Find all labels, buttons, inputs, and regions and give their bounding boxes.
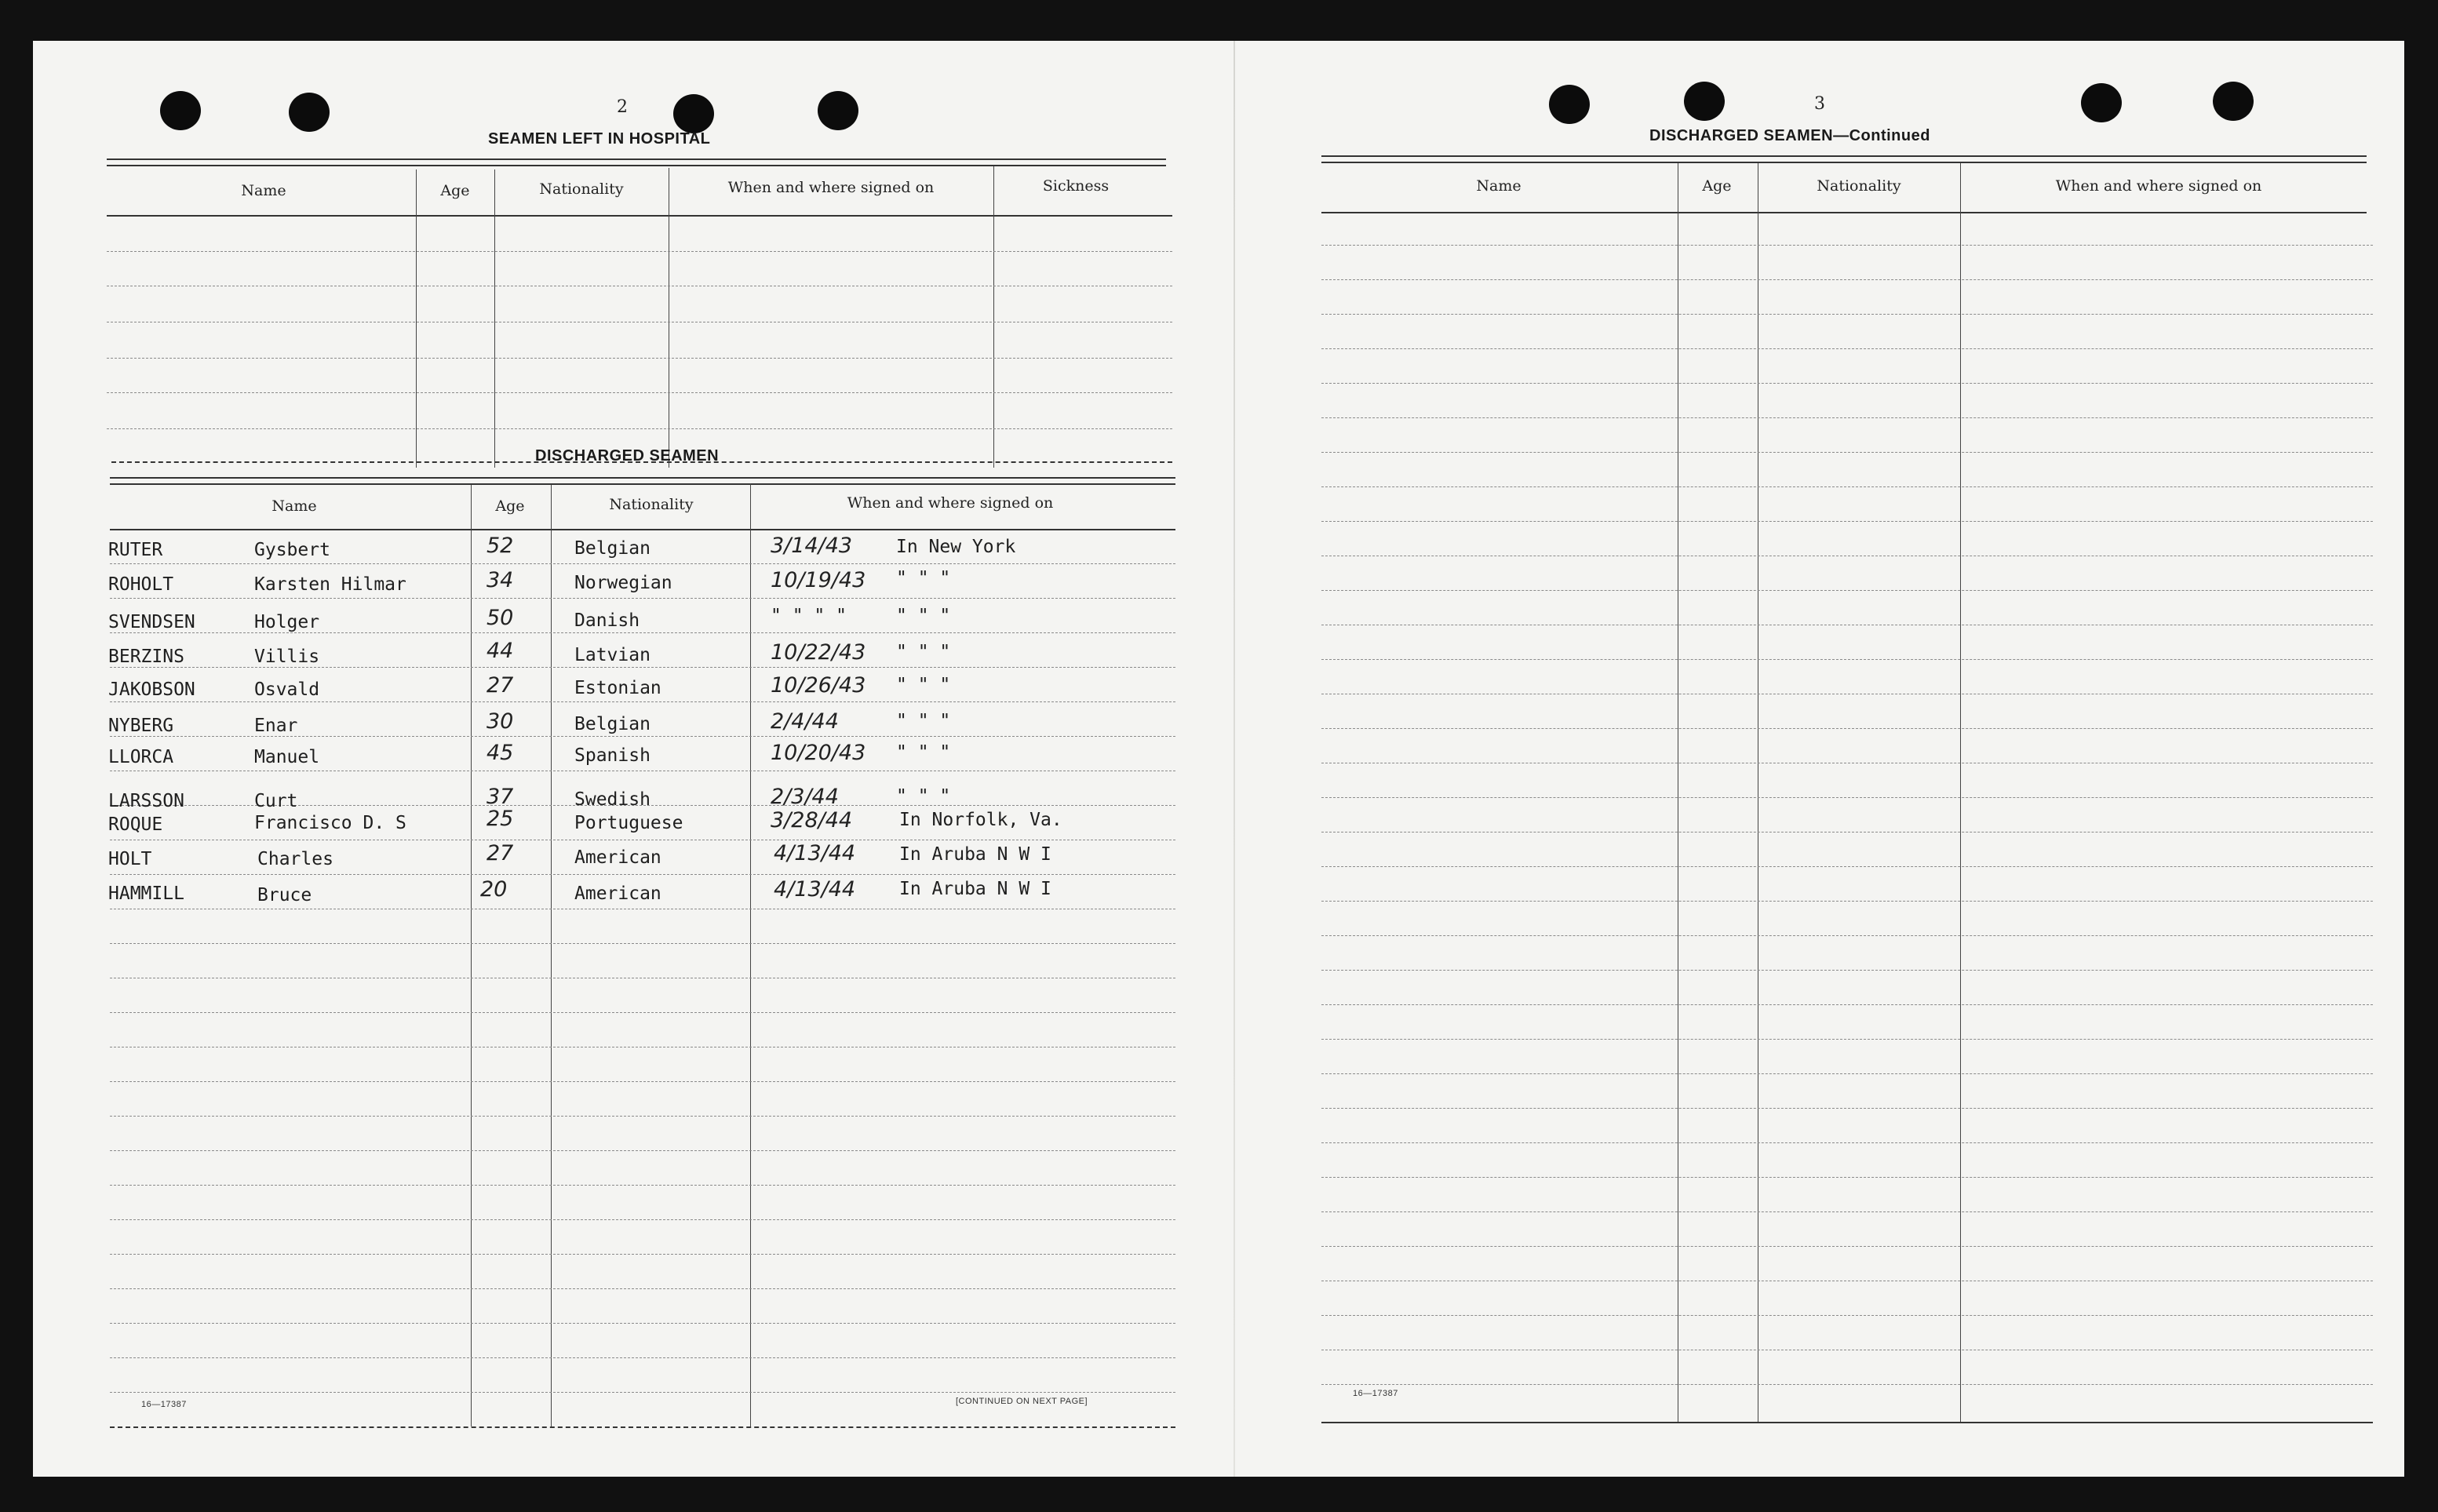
- row-line: [1321, 521, 2373, 522]
- seaman-given-name: Manuel: [254, 747, 320, 767]
- seaman-nationality: Latvian: [574, 645, 650, 665]
- right-page: [1234, 41, 2404, 1477]
- row-line: [110, 736, 1175, 737]
- page-number: 3: [1814, 94, 1825, 114]
- seaman-surname: HAMMILL: [108, 884, 184, 904]
- document-sheet: [33, 41, 2404, 1477]
- hospital-col-when-where: When and where signed on: [727, 179, 935, 196]
- seaman-nationality: Spanish: [574, 745, 650, 766]
- row-line: [1321, 970, 2373, 971]
- right-col-name: Name: [1476, 177, 1521, 195]
- row-line: [1321, 659, 2373, 660]
- row-line: [1321, 1142, 2373, 1143]
- seaman-nationality: Swedish: [574, 789, 650, 810]
- signed-on-place: " " ": [896, 786, 951, 807]
- seaman-age: 44: [487, 639, 514, 663]
- column-divider: [750, 483, 751, 1426]
- row-line: [1321, 245, 2373, 246]
- signed-on-place: In New York: [896, 537, 1016, 557]
- hospital-top-rule: [107, 158, 1166, 166]
- row-line: [1321, 486, 2373, 487]
- seaman-age: 20: [480, 877, 508, 902]
- seaman-given-name: Osvald: [254, 679, 320, 700]
- discharged-col-nationality: Nationality: [609, 496, 694, 513]
- right-col-nationality: Nationality: [1817, 177, 1901, 195]
- column-divider: [494, 169, 495, 468]
- discharged-top-rule: [110, 477, 1175, 485]
- row-line: [1321, 797, 2373, 798]
- column-divider: [416, 169, 417, 468]
- row-line: [110, 632, 1175, 633]
- row-line: [1321, 1384, 2373, 1385]
- row-line: [1321, 832, 2373, 833]
- seaman-surname: SVENDSEN: [108, 612, 195, 632]
- signed-on-date: 4/13/44: [774, 841, 856, 865]
- row-line: [1321, 1177, 2373, 1178]
- hospital-col-age: Age: [440, 182, 470, 199]
- row-line: [1321, 1246, 2373, 1247]
- row-line: [1321, 1211, 2373, 1212]
- seaman-given-name: Bruce: [257, 885, 312, 905]
- row-line: [1321, 1108, 2373, 1109]
- hospital-section-title: SEAMEN LEFT IN HOSPITAL: [488, 130, 711, 148]
- row-line: [110, 563, 1175, 564]
- seaman-age: 50: [487, 606, 514, 630]
- signed-on-place: In Aruba N W I: [899, 844, 1051, 865]
- hospital-col-sickness: Sickness: [1042, 177, 1110, 195]
- page-number: 2: [617, 97, 628, 117]
- column-divider: [1960, 163, 1961, 1423]
- signed-on-date: 10/26/43: [771, 673, 866, 698]
- seaman-given-name: Karsten Hilmar: [254, 574, 406, 595]
- row-line: [107, 358, 1172, 359]
- seaman-nationality: Norwegian: [574, 573, 672, 593]
- signed-on-date: 3/14/43: [771, 534, 853, 558]
- right-bottom-rule: [1321, 1422, 2373, 1423]
- row-line: [1321, 1073, 2373, 1074]
- signed-on-date: 10/19/43: [771, 568, 866, 592]
- row-line: [110, 1185, 1175, 1186]
- seaman-surname: ROHOLT: [108, 574, 174, 595]
- signed-on-date: 2/4/44: [771, 709, 839, 734]
- signed-on-place: In Norfolk, Va.: [899, 810, 1062, 830]
- signed-on-place: " " ": [896, 642, 951, 662]
- row-line: [110, 943, 1175, 944]
- right-col-age: Age: [1702, 177, 1732, 195]
- row-line: [1321, 866, 2373, 867]
- form-number: 16—17387: [141, 1400, 187, 1409]
- row-line: [110, 667, 1175, 668]
- row-line: [1321, 935, 2373, 936]
- seaman-age: 30: [487, 709, 514, 734]
- seaman-surname: HOLT: [108, 849, 152, 869]
- discharged-header-rule: [110, 529, 1175, 530]
- seaman-age: 34: [487, 568, 514, 592]
- row-line: [110, 1081, 1175, 1082]
- signed-on-date: 2/3/44: [771, 785, 839, 809]
- row-line: [110, 1288, 1175, 1289]
- signed-on-place: In Aruba N W I: [899, 879, 1051, 899]
- seaman-nationality: Estonian: [574, 678, 661, 698]
- signed-on-place: " " ": [896, 742, 951, 763]
- discharged-continued-title: DISCHARGED SEAMEN—Continued: [1649, 127, 1930, 144]
- seaman-surname: LARSSON: [108, 791, 184, 811]
- row-line: [110, 1012, 1175, 1013]
- signed-on-date: " " " ": [771, 606, 847, 626]
- signed-on-date: 10/20/43: [771, 741, 866, 765]
- seaman-nationality: Danish: [574, 610, 640, 631]
- signed-on-place: " " ": [896, 711, 951, 731]
- signed-on-place: " " ": [896, 675, 951, 695]
- row-line: [1321, 901, 2373, 902]
- row-line: [110, 1392, 1175, 1393]
- seaman-nationality: American: [574, 884, 661, 904]
- seaman-nationality: Portuguese: [574, 813, 683, 833]
- row-line: [110, 1357, 1175, 1358]
- row-line: [107, 428, 1172, 429]
- form-number: 16—17387: [1353, 1389, 1398, 1398]
- signed-on-place: " " ": [896, 568, 951, 588]
- row-line: [107, 251, 1172, 252]
- row-line: [1321, 314, 2373, 315]
- row-line: [110, 1150, 1175, 1151]
- row-line: [1321, 348, 2373, 349]
- seaman-age: 27: [487, 673, 514, 698]
- seaman-nationality: American: [574, 847, 661, 868]
- discharged-section-title: DISCHARGED SEAMEN: [535, 447, 720, 465]
- right-header-rule: [1321, 212, 2367, 213]
- hospital-header-rule: [107, 215, 1172, 217]
- seaman-age: 37: [487, 785, 514, 809]
- row-line: [107, 392, 1172, 393]
- discharged-col-when-where: When and where signed on: [847, 494, 1054, 512]
- signed-on-date: 3/28/44: [771, 808, 853, 833]
- signed-on-date: 4/13/44: [774, 877, 856, 902]
- hospital-col-name: Name: [241, 182, 286, 199]
- seaman-given-name: Enar: [254, 716, 298, 736]
- row-line: [110, 1116, 1175, 1117]
- row-line: [1321, 590, 2373, 591]
- signed-on-date: 10/22/43: [771, 640, 866, 665]
- right-col-when-where: When and where signed on: [2055, 177, 2262, 195]
- seaman-age: 27: [487, 841, 514, 865]
- seaman-age: 52: [487, 534, 514, 558]
- row-line: [110, 701, 1175, 702]
- continued-note: [CONTINUED ON NEXT PAGE]: [956, 1397, 1088, 1406]
- seaman-surname: NYBERG: [108, 716, 174, 736]
- seaman-nationality: Belgian: [574, 714, 650, 734]
- row-line: [1321, 452, 2373, 453]
- row-line: [1321, 279, 2373, 280]
- seaman-given-name: Charles: [257, 849, 333, 869]
- seaman-nationality: Belgian: [574, 538, 650, 559]
- row-line: [110, 874, 1175, 875]
- column-divider: [551, 485, 552, 1426]
- seaman-surname: JAKOBSON: [108, 679, 195, 700]
- seaman-given-name: Gysbert: [254, 540, 330, 560]
- seaman-given-name: Francisco D. S: [254, 813, 406, 833]
- row-line: [110, 1323, 1175, 1324]
- row-line: [1321, 728, 2373, 729]
- row-line: [1321, 383, 2373, 384]
- discharged-col-name: Name: [271, 497, 317, 515]
- row-line: [1321, 417, 2373, 418]
- signed-on-place: " " ": [896, 606, 951, 626]
- row-line: [110, 598, 1175, 599]
- discharged-bottom-rule: [110, 1426, 1175, 1428]
- seaman-surname: RUTER: [108, 540, 163, 560]
- seaman-given-name: Curt: [254, 791, 298, 811]
- seaman-surname: LLORCA: [108, 747, 174, 767]
- seaman-given-name: Holger: [254, 612, 320, 632]
- column-divider: [471, 485, 472, 1426]
- right-top-rule: [1321, 155, 2367, 163]
- discharged-col-age: Age: [495, 497, 525, 515]
- row-line: [110, 1254, 1175, 1255]
- row-line: [110, 1219, 1175, 1220]
- seaman-surname: BERZINS: [108, 647, 184, 667]
- seaman-age: 25: [487, 807, 514, 831]
- left-page: [33, 41, 1234, 1477]
- hospital-col-nationality: Nationality: [539, 180, 624, 198]
- row-line: [1321, 1039, 2373, 1040]
- seaman-surname: ROQUE: [108, 814, 163, 835]
- column-divider: [993, 166, 994, 468]
- row-line: [1321, 1004, 2373, 1005]
- seaman-age: 45: [487, 741, 514, 765]
- seaman-given-name: Villis: [254, 647, 320, 667]
- row-line: [1321, 1315, 2373, 1316]
